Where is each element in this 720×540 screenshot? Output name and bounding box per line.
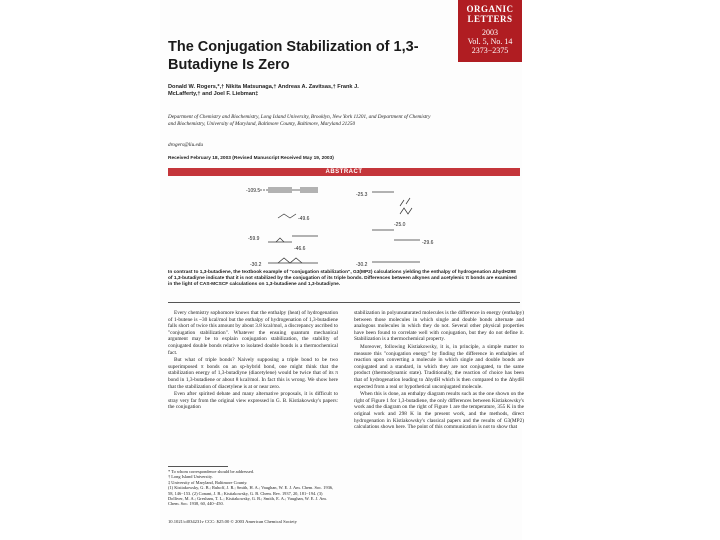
diagram-label: -109.5 (246, 188, 261, 194)
footnote: * To whom correspondence should be addressed. (168, 469, 255, 474)
double-bond-line (400, 200, 404, 206)
body-paragraph: stabilization in polyunsaturated molecules is the difference in energy (enthalpy) between those molecules in which single and double bonds alternate and analogous molecules in which they do not. Several other physical properties have been found to correlate well with conjugation, but they do not define it. Stabilization is a thermochemical property. (354, 310, 524, 343)
diene-structure (400, 208, 412, 214)
footnote: (1) Kistiakowsky, G. B.; Ruhoff, J. R.; Smith, H. A.; Vaughan, W. E. J. Am. Chem. Soc. 1936, 58, 146−153. (2) Conant, J. B.; Kistiakowsky, G. B. Chem. Rev. 1937, 20, 181−194. (3) Dolliver, M. A.; Gresham, T. L.; Kistiakowsky, G. B.; Smith, E. A.; Vaughan, W. E. J. Am. Chem. Soc. 1938, 60, 440−450. (168, 485, 334, 507)
body-paragraph: Every chemistry sophomore knows that the enthalpy (heat) of hydrogenation of 1-butene is ~30 kcal/mol but the enthalpy of hydrogenation of 1,3-butadiene falls short of twice this amount by about 3.8 kcal/mol, a discrepancy ascribed to "conjugation stabilization". Whatever the ensuing quantum mechanical argument may be to explain conjugation stabilization, the stability of conjugated double bonds relative to isolated double bonds is a thermochemical fact. (168, 310, 338, 356)
body-paragraph: Moreover, following Kistiakowsky, it is, in principle, a simple matter to measure this "conjugation energy" by finding the difference in enthalpies of reaction upon converting a molecule in which single and double bonds are conjugated and a standard, in which they are not conjugated, to the same product (thermodynamic state). Traditionally, the reaction of choice has been that of hydrogenation leading to ΔhydH which is then compared to the ΔhydH expected from a real or hypothetical unconjugated molecule. (354, 343, 524, 390)
article-title: The Conjugation Stabilization of 1,3-Butadiyne Is Zero (168, 39, 419, 73)
chain-structure (276, 238, 284, 242)
journal-name-line2: LETTERS (467, 14, 513, 24)
diagram-label: -30.2 (356, 262, 368, 268)
body-column-right (354, 310, 524, 432)
body-paragraph: But what of triple bonds? Naively supposing a triple bond to be two superimposed π bonds on an sp-hybrid bond, one might think that the stabilization energy of 1,3-butadiyne (diacetylene) would be twice that of its π bond in 1,3-butadiene or about 8 kcal/mol. In fact this is wrong. We show here that the stabilization of diacetylene is at or near zero. (168, 357, 338, 390)
enthalpy-diagram (168, 178, 520, 270)
journal-pages: 2373−2375 (471, 46, 509, 55)
diagram-label: -25.3 (356, 192, 368, 198)
journal-year: 2003 (482, 28, 498, 37)
diagram-label: -29.6 (422, 240, 434, 246)
article-email: drogers@liu.edu (168, 142, 203, 148)
abstract-heading: ABSTRACT (325, 169, 363, 175)
abstract-text: In contrast to 1,3-butadiene, the textbook example of "conjugation stabilization", G3(MP2) calculations yielding the enthalpy of hydrogenation ΔhydH298 of 1,3-butadiyne indicate that it is not stabilized by the conjugation of its triple bonds. Differences between alkynes and acetylenic π bonds are examined in the light of CAS-MCSCF calculations on 1,3-butadiene and 1,3-butadiyne. (168, 270, 517, 288)
diagram-label: -25.0 (394, 222, 406, 228)
abstract-heading-bar (168, 168, 520, 176)
body-column-left (168, 310, 338, 412)
body-paragraph: Even after spirited debate and many alternative proposals, it is difficult to stray very far from the original view expressed in G. B. Kistiakowsky's papers: the conjugation (168, 391, 338, 411)
page-footer: 10.1021/ol034231v CCC: $25.00 © 2003 American Chemical Society (168, 519, 297, 524)
footnote-divider (168, 466, 228, 467)
chain-structure (278, 214, 296, 218)
body-paragraph: When this is done, an enthalpy diagram results such as the one shown on the right of Figure 1 for 1,3-butadiene, the only differences between Kistiakowsky's work and the diagram on the right of Figure 1 are the temperature, 355 K in the original work and 298 K in the present work, and the methods, direct hydrogenation in Kistiakowsky's classical papers and the results of G3(MP2) calculations shown here. The point of this communication is not to show that (354, 391, 524, 431)
diagram-label: -59.9 (248, 236, 260, 242)
section-divider (168, 302, 520, 303)
article-authors: Donald W. Rogers,*,† Nikita Matsunaga,† Andreas A. Zavitsas,† Frank J. McLafferty,† and Joel F. Liebman‡ (168, 84, 359, 97)
chain-structure (278, 258, 302, 263)
diagram-label: -49.6 (298, 216, 310, 222)
diagram-label: -30.2 (250, 262, 262, 268)
journal-badge (458, 0, 522, 62)
footnote: ‡ University of Maryland, Baltimore County. (168, 479, 248, 485)
diagram-label: -46.6 (294, 246, 306, 252)
article-received: Received February 18, 2003 (Revised Manuscript Received May 19, 2003) (168, 156, 334, 161)
footnotes (168, 469, 338, 507)
article-affiliation: Department of Chemistry and Biochemistry, Long Island University, Brooklyn, New York 11201, and Department of Chemistry and Biochemistry, University of Maryland, Baltimore County, Baltimore, Maryland 21250 (168, 114, 431, 127)
journal-name-line1: ORGANIC (466, 4, 514, 14)
journal-volume: Vol. 5, No. 14 (467, 37, 513, 46)
double-bond-line (406, 198, 410, 204)
footnote: † Long Island University. (168, 474, 213, 480)
